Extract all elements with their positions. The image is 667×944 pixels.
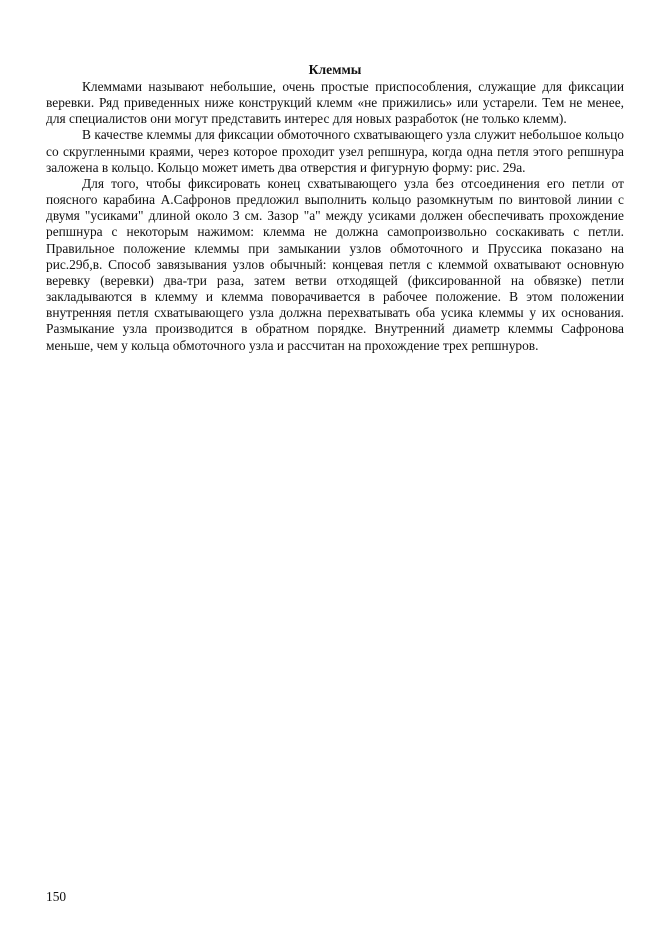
paragraph-ring-clamp: В качестве клеммы для фиксации обмоточного схватывающего узла служит небольшое кольцо со скругленными краями, через которое проходит узел репшнура, когда одна петля этого репшнура заложена в кольцо. Кольцо может иметь два отверстия и фигурную форму: рис. 29а. [46,127,624,175]
page-number: 150 [46,889,67,904]
paragraph-intro: Клеммами называют небольшие, очень простые приспособления, служащие для фиксации веревки. Ряд приведенных ниже конструкций клемм «не прижились» или устарели. Тем не менее, для специалистов они могут представить интерес для новых разработок (не только клемм). [46,79,624,127]
section-title: Клеммы [308,62,362,77]
document-page [46,62,624,354]
paragraph-safronov-clamp: Для того, чтобы фиксировать конец схватывающего узла без отсоединения его петли от поясного карабина А.Сафронов предложил выполнить кольцо разомкнутым по винтовой линии с двумя "усиками" длиной около 3 см. Зазор "а" между усиками должен обеспечивать прохождение репшнура с некоторым нажимом: клемма не должна самопроизвольно соскакивать с петли. Правильное положение клеммы при замыкании узлов обмоточного и Пруссика показано на рис.29б,в. Способ завязывания узлов обычный: концевая петля с клеммой охватывают основную веревку (веревки) два-три раза, затем ветви отходящей (фиксированной на обвязке) петли закладываются в клемму и клемма поворачивается в рабочее положение. В этом положении внутренняя петля схватывающего узла должна перехватывать оба усика клеммы у их основания. Размыкание узла производится в обратном порядке. Внутренний диаметр клеммы Сафронова меньше, чем у кольца обмоточного узла и рассчитан на прохождение трех репшнуров. [46,175,624,353]
